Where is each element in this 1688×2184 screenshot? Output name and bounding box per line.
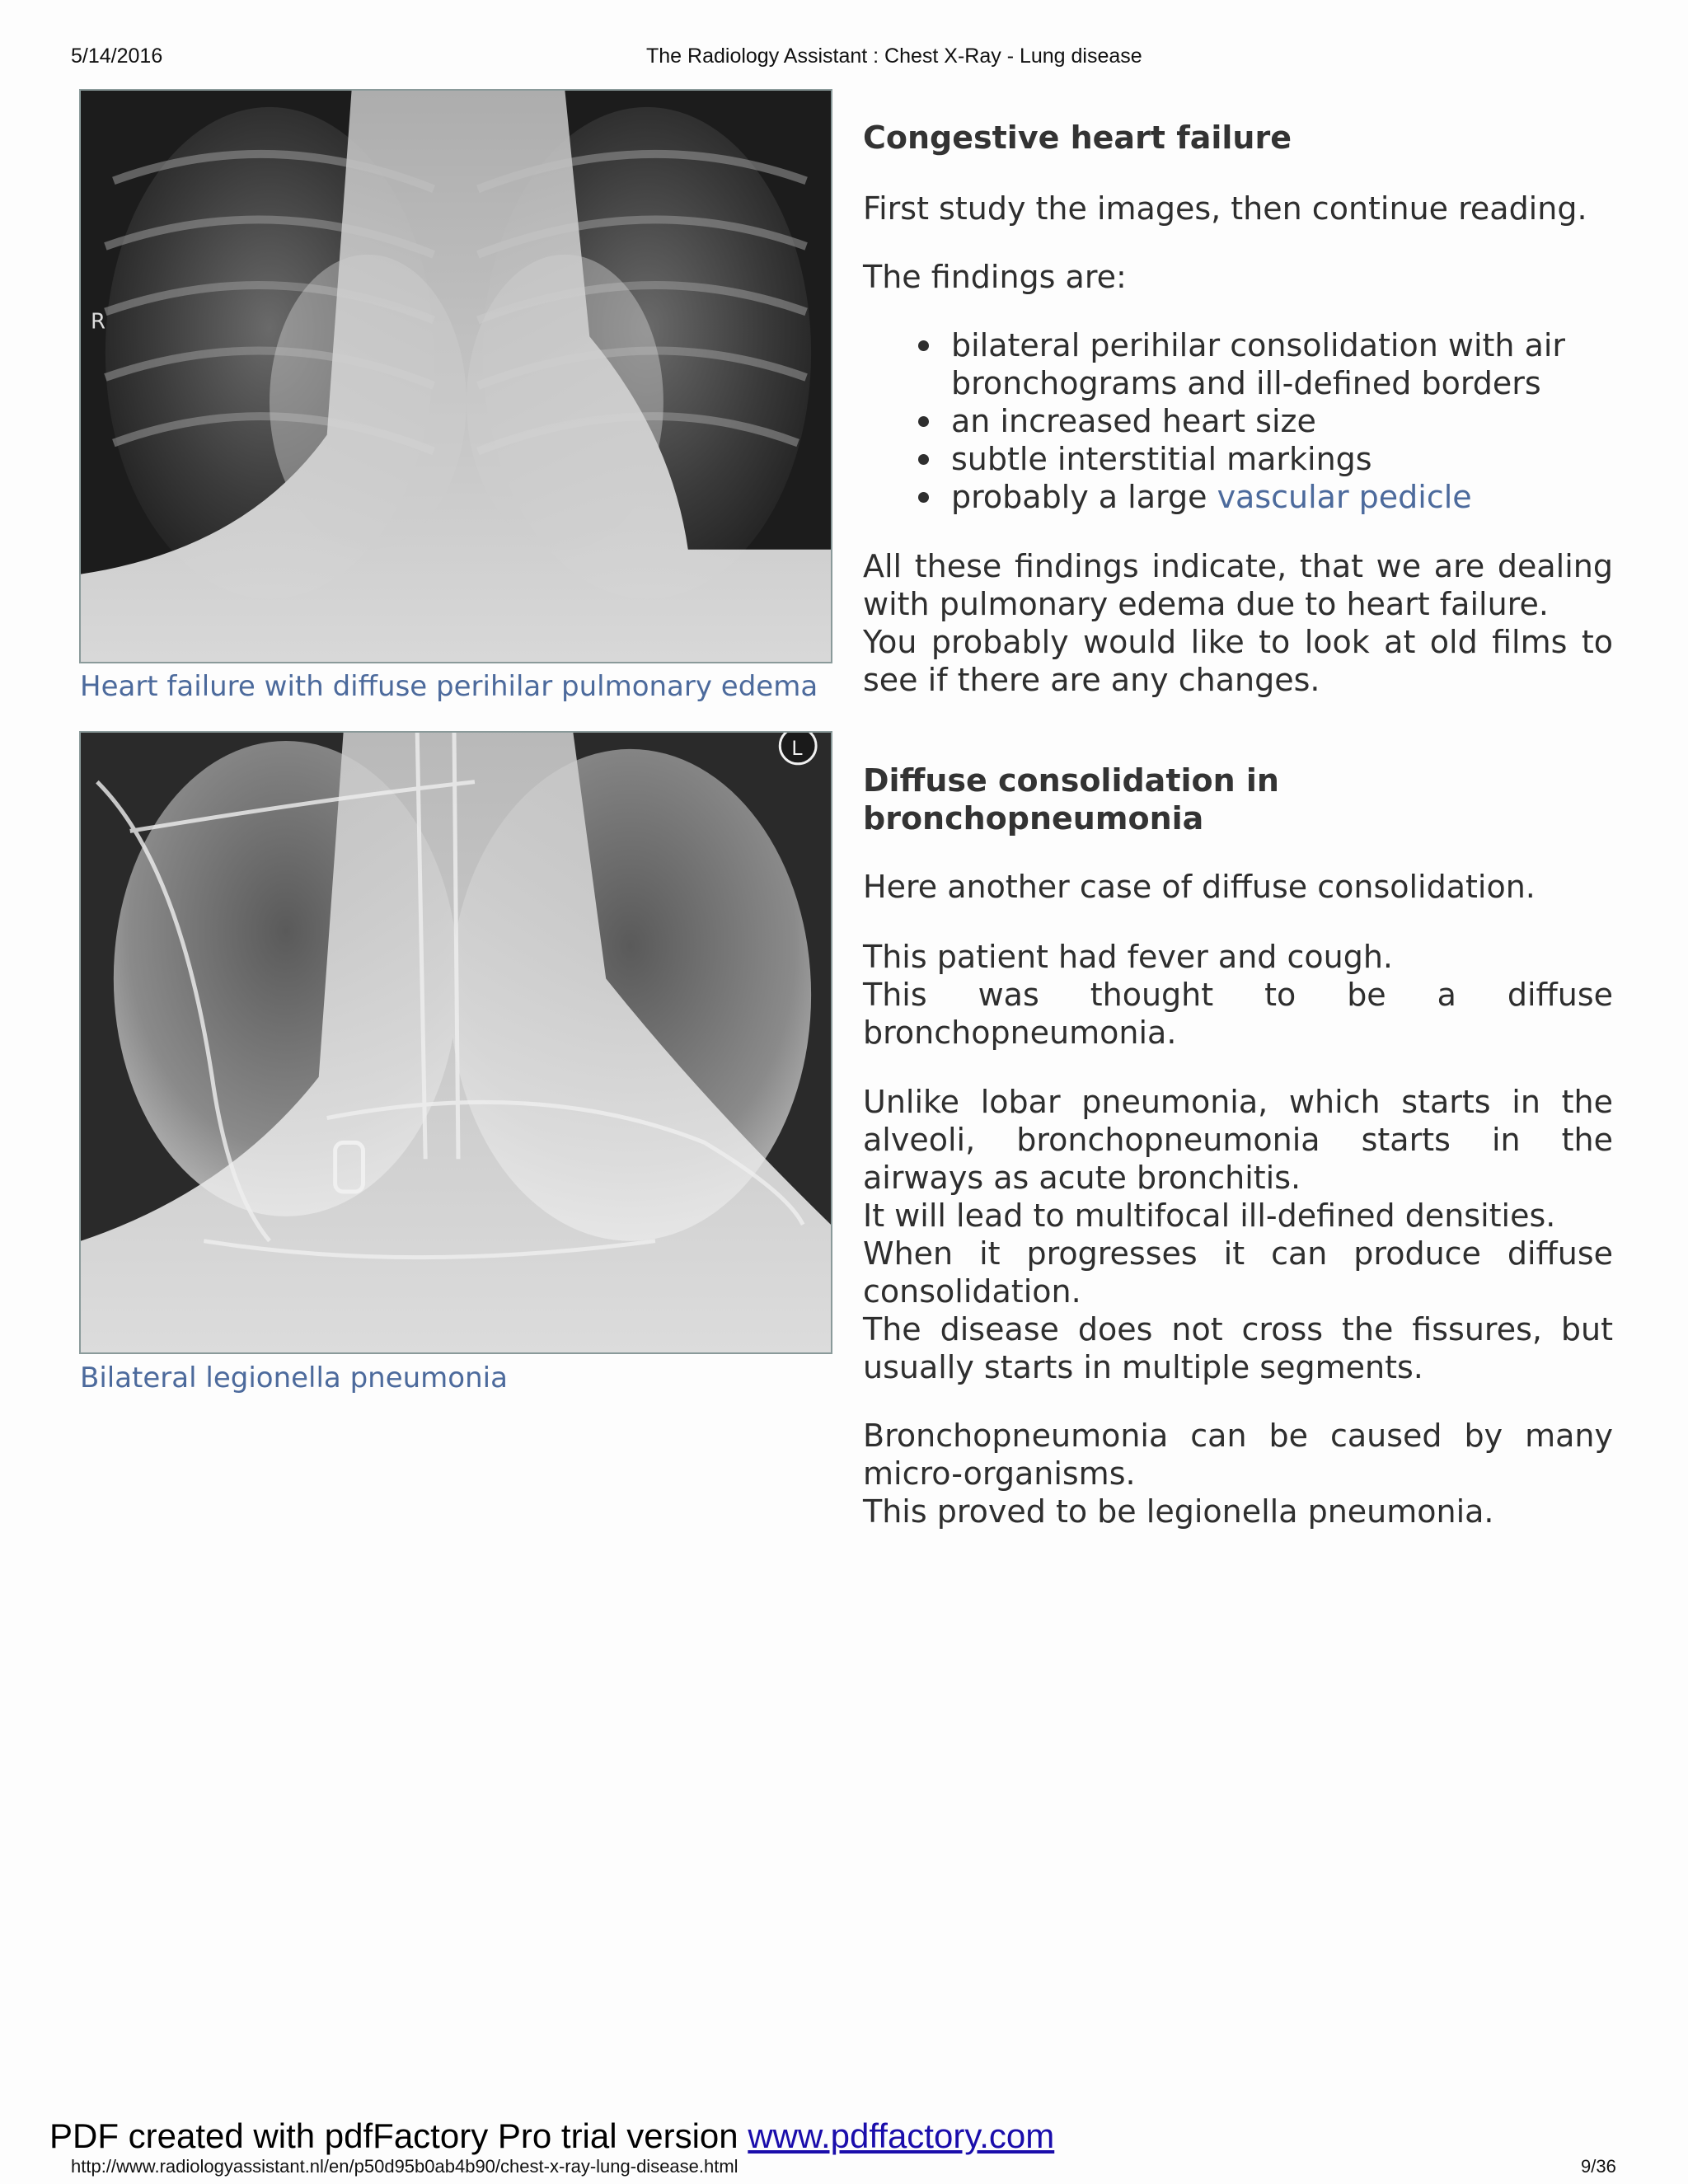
pdf-watermark-text: PDF created with pdfFactory Pro trial version: [49, 2116, 748, 2155]
xray-image-heart-failure: [79, 89, 832, 663]
section1-intro: First study the images, then continue reading.: [863, 190, 1587, 227]
section2-intro: Here another case of diffuse consolidation.: [863, 869, 1536, 905]
finding-item: bilateral perihilar consolidation with air bronchograms and ill-defined borders: [951, 326, 1613, 402]
pdf-watermark: [49, 2116, 1054, 2156]
section2-thought-line1: This was thought to be a diffuse: [863, 977, 1613, 1013]
section-bronchopneumonia: [863, 762, 1613, 1530]
findings-list: [863, 326, 1613, 516]
section2-unlike-lobar: Unlike lobar pneumonia, which starts in the alveoli, bronchopneumonia starts in the airways as acute bronchitis.: [863, 1084, 1613, 1196]
print-date: 5/14/2016: [71, 45, 163, 68]
section1-conclusion: All these findings indicate, that we are dealing with pulmonary edema due to heart failure.: [863, 548, 1613, 622]
section2-multifocal: It will lead to multifocal ill-defined densities.: [863, 1197, 1556, 1234]
findings-intro: The findings are:: [863, 259, 1127, 295]
section1-old-films: You probably would like to look at old films to see if there are any changes.: [863, 624, 1613, 698]
section2-progresses: When it progresses it can produce diffuse consolidation.: [863, 1235, 1613, 1310]
footer-url: http://www.radiologyassistant.nl/en/p50d95b0ab4b90/chest-x-ray-lung-disease.html: [71, 2156, 738, 2177]
finding-last-prefix: probably a large: [951, 479, 1217, 515]
pdffactory-link[interactable]: www.pdffactory.com: [748, 2116, 1055, 2155]
section2-fissures: The disease does not cross the fissures, but usually starts in multiple segments.: [863, 1311, 1613, 1385]
footer-page-number: 9/36: [1581, 2156, 1616, 2177]
side-marker-l: L: [791, 736, 803, 760]
caption-legionella: Bilateral legionella pneumonia: [80, 1361, 508, 1394]
finding-item: [951, 478, 1613, 516]
finding-item: an increased heart size: [951, 402, 1613, 440]
finding-item: subtle interstitial markings: [951, 440, 1613, 478]
section2-fever: This patient had fever and cough.: [863, 939, 1394, 975]
section2-thought-line2: bronchopneumonia.: [863, 1015, 1177, 1051]
side-marker-r: R: [90, 309, 106, 335]
section2-heading: Diffuse consolidation in bronchopneumonia: [863, 762, 1279, 837]
caption-heart-failure: Heart failure with diffuse perihilar pulmonary edema: [80, 670, 818, 703]
xray-image-legionella: [79, 731, 832, 1354]
section2-micro-organisms: Bronchopneumonia can be caused by many micro-organisms.: [863, 1418, 1613, 1492]
page-title: The Radiology Assistant : Chest X-Ray - Lung disease: [646, 45, 1142, 68]
section-congestive-heart-failure: [863, 119, 1613, 699]
section1-heading: Congestive heart failure: [863, 120, 1292, 156]
vascular-pedicle-link[interactable]: vascular pedicle: [1217, 479, 1472, 515]
section2-legionella: This proved to be legionella pneumonia.: [863, 1493, 1494, 1530]
